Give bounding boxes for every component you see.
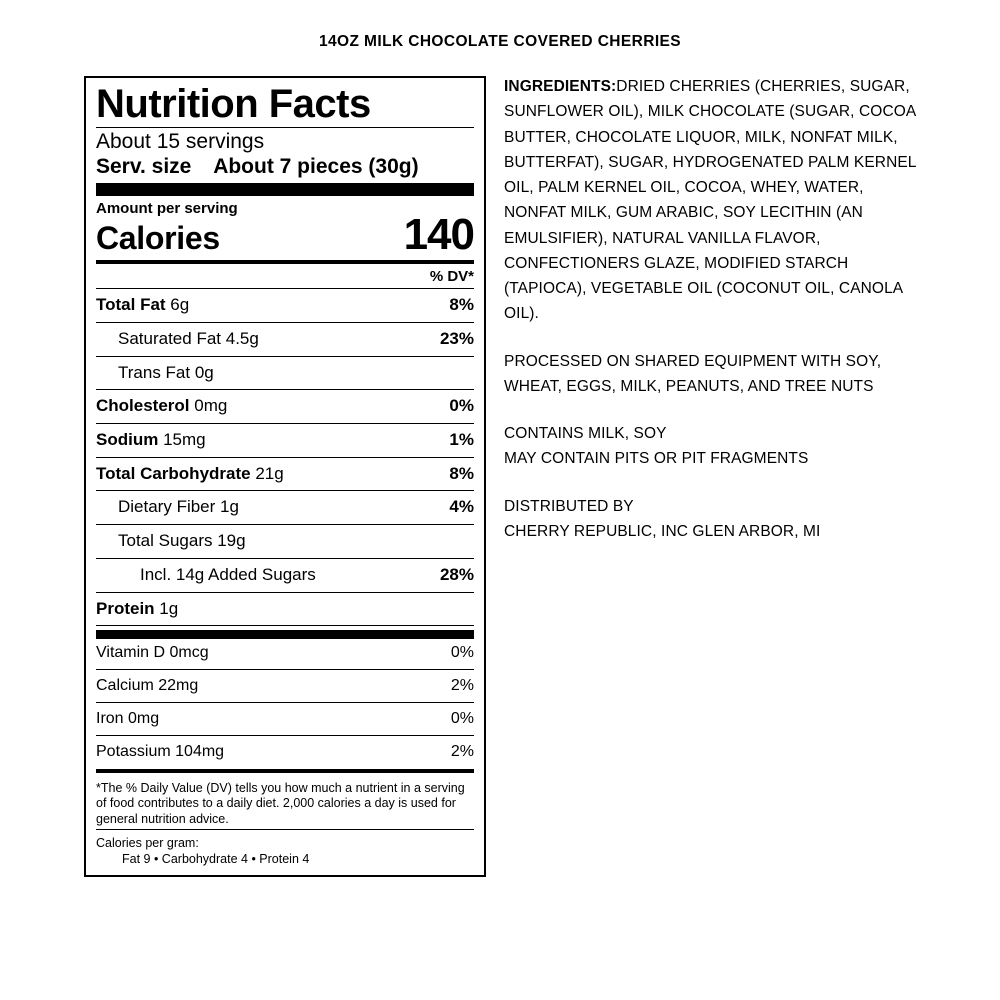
nutrient-amount: 6g (165, 295, 190, 315)
nutrient-row-divider (96, 389, 474, 390)
vitamin-daily-value: 0% (450, 644, 474, 662)
calories-per-gram-values: Fat 9 • Carbohydrate 4 • Protein 4 (122, 852, 310, 867)
nutrient-daily-value: 1% (449, 430, 474, 450)
nutrient-rows (96, 291, 474, 626)
calories-per-gram-label: Calories per gram: (96, 835, 199, 850)
nutrient-daily-value: 8% (449, 463, 474, 483)
nutrient-row-divider (96, 524, 474, 525)
nutrient-daily-value: 8% (449, 295, 474, 315)
nutrient-row-divider (96, 356, 474, 357)
calories-row (96, 210, 474, 260)
nutrient-row (96, 359, 474, 388)
serving-size-row (96, 155, 474, 180)
nutrient-row-divider (96, 490, 474, 491)
vitamin-rows (96, 639, 474, 766)
nutrient-amount: 21g (250, 463, 284, 483)
vitamin-row (96, 639, 474, 667)
divider-under-dv-header (96, 288, 474, 289)
product-info-column (504, 74, 928, 544)
vitamin-label: Calcium 22mg (96, 677, 199, 695)
daily-value-footnote: *The % Daily Value (DV) tells you how much a nutrient in a serving of food contributes to a daily diet. 2,000 calories a day is used for general nutrition advice. (96, 781, 465, 826)
nutrient-daily-value: 28% (439, 564, 474, 584)
nutrient-row (96, 426, 474, 455)
nutrient-label: Saturated Fat 4.5g (118, 329, 259, 349)
nutrient-daily-value: 0% (449, 396, 474, 416)
vitamin-label: Vitamin D 0mcg (96, 644, 209, 662)
nutrient-row (96, 325, 474, 354)
ingredients-text: DRIED CHERRIES (CHERRIES, SUGAR, SUNFLOWER OIL), MILK CHOCOLATE (SUGAR, COCOA BUTTER, CHOCOLATE LIQUOR, MILK, NONFAT MILK, BUTTERFAT), SUGAR, HYDROGENATED PALM KERNEL OIL, PALM KERNEL OIL, COCOA, WHEY, WATER, NONFAT MILK, GUM ARABIC, SOY LECITHIN (AN EMULSIFIER), NATURAL VANILLA FLAVOR, CONFECTIONERS GLAZE, MODIFIED STARCH (TAPIOCA), VEGETABLE OIL (COCONUT OIL, CANOLA OIL). (504, 78, 916, 323)
calories-value: 140 (403, 210, 474, 260)
vitamin-daily-value: 2% (450, 677, 474, 695)
nutrient-label: Trans Fat 0g (118, 362, 214, 382)
vitamin-row (96, 705, 474, 733)
vitamin-label: Iron 0mg (96, 710, 160, 728)
allergen-may-contain: MAY CONTAIN PITS OR PIT FRAGMENTS (504, 450, 809, 468)
calories-label: Calories (96, 220, 220, 257)
distributor-name: CHERRY REPUBLIC, INC GLEN ARBOR, MI (504, 522, 821, 540)
nutrient-amount: 15mg (158, 430, 206, 450)
nutrient-row-divider (96, 322, 474, 323)
nutrient-label: Sodium 15mg (96, 430, 206, 450)
nutrient-row (96, 561, 474, 590)
serving-size-label: Serv. size (96, 154, 192, 178)
servings-per-container: About 15 servings (96, 129, 265, 153)
vitamin-daily-value: 2% (450, 743, 474, 761)
nutrient-row (96, 595, 474, 624)
nutrition-facts-heading: Nutrition Facts (96, 82, 371, 126)
vitamin-row (96, 672, 474, 700)
distributor-block (504, 494, 928, 545)
nutrient-label: Dietary Fiber 1g (118, 497, 239, 517)
nutrient-row (96, 527, 474, 556)
vitamin-row-divider (96, 669, 474, 670)
nutrient-amount: 1g (215, 497, 239, 517)
divider-above-footnote (96, 769, 474, 773)
divider-under-calories (96, 260, 474, 264)
vitamin-label: Potassium 104mg (96, 743, 225, 761)
nutrient-amount: 4.5g (221, 329, 259, 349)
nutrient-label: Incl. 14g Added Sugars (140, 564, 316, 584)
daily-value-header: % DV* (429, 268, 474, 286)
nutrient-daily-value: 4% (449, 497, 474, 517)
nutrient-row (96, 392, 474, 421)
allergen-contains-block (504, 421, 928, 472)
nutrient-label: Total Sugars 19g (118, 531, 246, 551)
nutrient-row (96, 460, 474, 489)
nutrition-facts-panel (84, 76, 486, 877)
nutrient-daily-value: 23% (439, 329, 474, 349)
vitamin-row-divider (96, 735, 474, 736)
ingredients-block (504, 74, 928, 327)
nutrient-row-divider (96, 558, 474, 559)
vitamin-daily-value: 0% (450, 710, 474, 728)
nutrient-label: Total Fat 6g (96, 295, 190, 315)
nutrient-row-divider (96, 592, 474, 593)
amount-per-serving-label: Amount per serving (96, 200, 238, 218)
nutrient-row (96, 493, 474, 522)
nutrient-amount: 1g (154, 598, 179, 618)
nutrient-amount: 0g (190, 362, 214, 382)
processed-on-shared-equipment: PROCESSED ON SHARED EQUIPMENT WITH SOY, WHEAT, EGGS, MILK, PEANUTS, AND TREE NUTS (504, 352, 882, 395)
nutrient-label: Protein 1g (96, 598, 179, 618)
vitamin-row-divider (96, 702, 474, 703)
divider-under-heading (96, 127, 474, 128)
nutrient-row-divider (96, 423, 474, 424)
nutrient-amount: 0mg (189, 396, 228, 416)
allergen-contains: CONTAINS MILK, SOY (504, 425, 667, 442)
serving-size-value: About 7 pieces (30g) (213, 154, 419, 178)
divider-thick-bottom (96, 630, 474, 639)
nutrient-label: Cholesterol 0mg (96, 396, 228, 416)
nutrient-label: Total Carbohydrate 21g (96, 463, 284, 483)
nutrient-row (96, 291, 474, 320)
calories-per-gram-block (96, 832, 474, 868)
page-title: 14OZ MILK CHOCOLATE COVERED CHERRIES (318, 33, 682, 50)
divider-above-calories-per-gram (96, 829, 474, 830)
nutrient-amount: 19g (212, 531, 246, 551)
nutrient-row-divider (96, 625, 474, 626)
distributed-by-label: DISTRIBUTED BY (504, 497, 634, 515)
divider-thick-top (96, 183, 474, 196)
nutrient-row-divider (96, 457, 474, 458)
ingredients-heading: INGREDIENTS: (504, 78, 617, 95)
vitamin-row (96, 738, 474, 766)
